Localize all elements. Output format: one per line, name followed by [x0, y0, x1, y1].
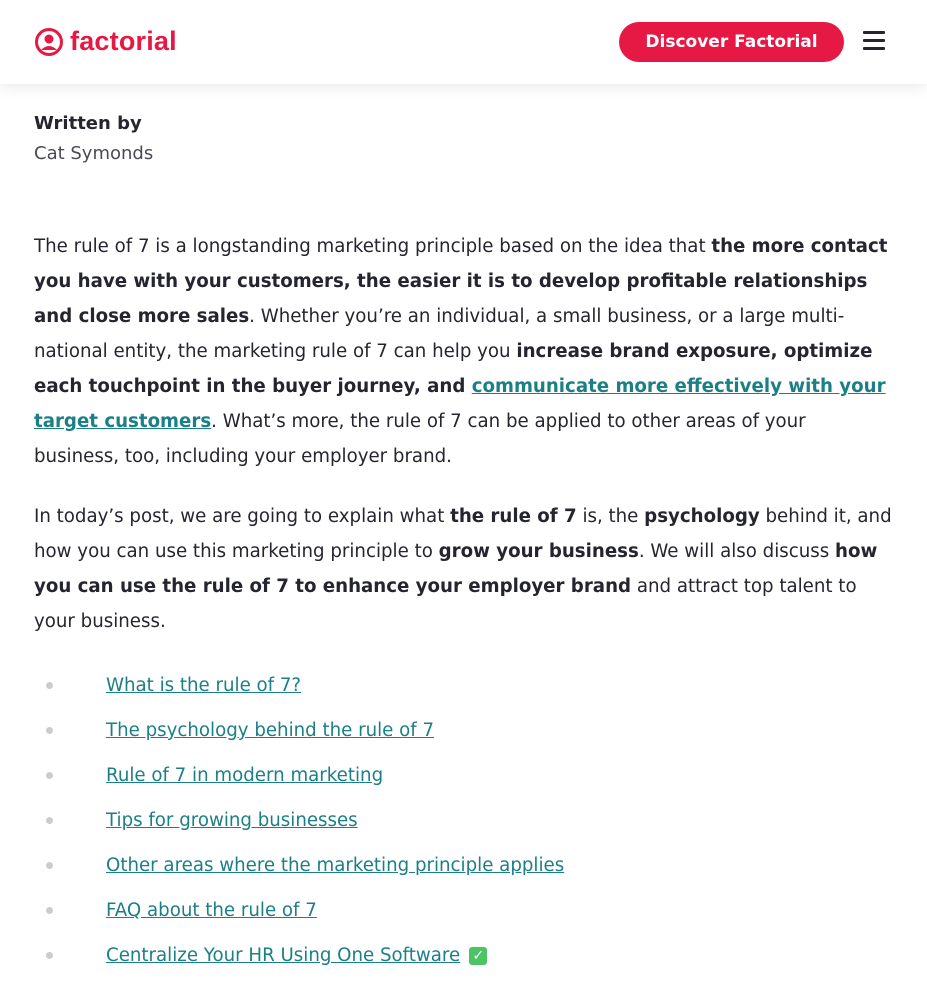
toc-item [34, 843, 564, 888]
text-segment: . Whether you’re an individual, a small business, or a large multi-national entity, the marketing rule of 7 can help you [34, 306, 845, 362]
toc-link[interactable]: Rule of 7 in modern marketing [106, 765, 384, 786]
text-segment: and attract top talent to your business. [34, 576, 857, 632]
logo-text: factorial [70, 26, 177, 56]
toc-link[interactable]: Centralize Your HR Using One Software [106, 945, 461, 966]
text-segment: In today’s post, we are going to explain what [34, 506, 451, 527]
factorial-logo[interactable] [34, 26, 177, 57]
bold-text: psychology [644, 506, 760, 527]
logo-person-icon [34, 27, 64, 57]
author-block [34, 112, 153, 172]
author-name: Cat Symonds [34, 143, 154, 164]
toc-item [34, 753, 564, 798]
bullet-icon [46, 727, 53, 734]
toc-item [34, 708, 564, 753]
bold-text: how you can use the rule of 7 to enhance your employer brand [34, 541, 878, 597]
text-segment: behind it, and how you can use this marketing principle to [34, 506, 892, 562]
toc-link[interactable]: FAQ about the rule of 7 [106, 900, 317, 921]
inline-link[interactable]: communicate more effectively with your target customers [34, 376, 886, 432]
article-body [34, 229, 894, 664]
check-mark-icon: ✓ [469, 947, 487, 965]
bold-text: increase brand exposure, optimize each touchpoint in the buyer journey, and [34, 341, 873, 397]
toc-item [34, 933, 564, 978]
toc-link[interactable]: Tips for growing businesses [106, 810, 358, 831]
toc-item [34, 663, 564, 708]
bullet-icon [46, 817, 53, 824]
author-label: Written by [34, 113, 142, 134]
discover-factorial-button[interactable]: Discover Factorial [619, 22, 844, 62]
toc-link[interactable]: What is the rule of 7? [106, 675, 302, 696]
bullet-icon [46, 862, 53, 869]
bold-text: grow your business [438, 541, 639, 562]
toc-link[interactable]: Other areas where the marketing principle applies [106, 855, 565, 876]
hamburger-icon[interactable] [863, 31, 885, 51]
text-segment: The rule of 7 is a longstanding marketing principle based on the idea that [34, 236, 712, 257]
site-header [0, 0, 927, 84]
bullet-icon [46, 952, 53, 959]
text-segment: . We will also discuss [638, 541, 835, 562]
table-of-contents [34, 663, 564, 978]
bullet-icon [46, 772, 53, 779]
toc-item [34, 888, 564, 933]
toc-link[interactable]: The psychology behind the rule of 7 [106, 720, 435, 741]
bullet-icon [46, 907, 53, 914]
text-segment: is, the [576, 506, 645, 527]
text-segment: . What’s more, the rule of 7 can be applied to other areas of your business, too, including your employer brand. [34, 411, 806, 467]
toc-item [34, 798, 564, 843]
bullet-icon [46, 682, 53, 689]
bold-text: the more contact you have with your customers, the easier it is to develop profitable relationships and close more sales [34, 236, 888, 327]
bold-text: the rule of 7 [450, 506, 577, 527]
intro-paragraph [34, 229, 894, 474]
overview-paragraph [34, 499, 894, 639]
